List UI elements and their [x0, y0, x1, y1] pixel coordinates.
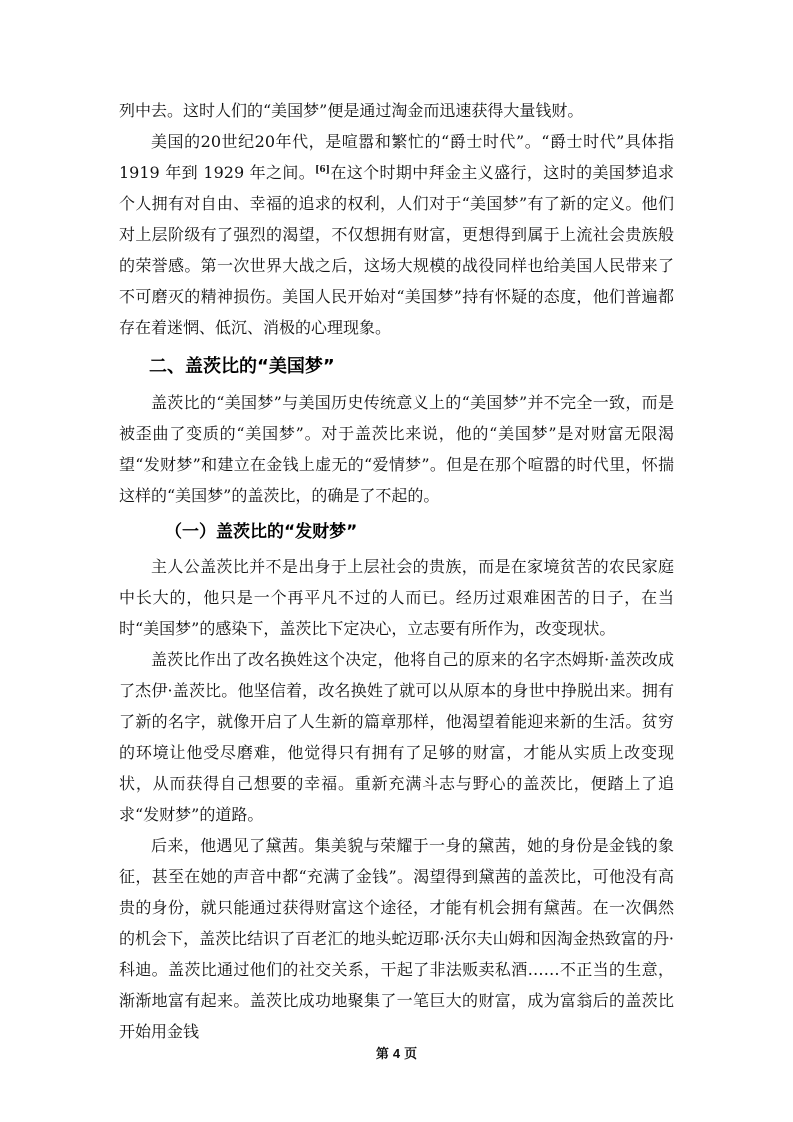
- footer-prefix: 第: [375, 1047, 389, 1062]
- section-heading: 二、盖茨比的“美国梦”: [149, 356, 335, 377]
- page-body: [119, 95, 674, 1047]
- paragraph-gatsby-dream: 盖茨比的“美国梦”与美国历史传统意义上的“美国梦”并不完全一致，而是被歪曲了变质的“美国梦”。对于盖茨比来说，他的“美国梦”是对财富无限渴望“发财梦”和建立在金钱上虚无的“爱情梦”。但是在那个喧嚣的时代里，怀揣这样的“美国梦”的盖茨比，的确是了不起的。: [119, 393, 674, 505]
- paragraph-origins: 主人公盖茨比并不是出身于上层社会的贵族，而是在家境贫苦的农民家庭中长大的，他只是一个再平凡不过的人而已。经历过艰难困苦的日子，在当时“美国梦”的感染下，盖茨比下定决心，立志要有所作为，改变现状。: [119, 557, 674, 638]
- paragraph-text: 在这个时期中拜金主义盛行，这时的美国梦追求个人拥有对自由、幸福的追求的权利，人们对于“美国梦”有了新的定义。他们对上层阶级有了强烈的渴望，不仅想拥有财富，更想得到属于上流社会贵族般的荣誉感。第一次世界大战之后，这场大规模的战役同样也给美国人民带来了不可磨灭的精神损伤。美国人民开始对“美国梦”持有怀疑的态度，他们普遍都存在着迷惘、低沉、消极的心理现象。: [119, 163, 674, 337]
- footer-suffix: 页: [404, 1047, 418, 1062]
- page-footer: [0, 1043, 793, 1062]
- paragraph-daisy: 后来，他遇见了黛茜。集美貌与荣耀于一身的黛茜，她的身份是金钱的象征，甚至在她的声音中都“充满了金钱”。渴望得到黛茜的盖茨比，可他没有高贵的身份，就只能通过获得财富这个途径，才能有机会拥有黛茜。在一次偶然的机会下，盖茨比结识了百老汇的地头蛇迈耶·沃尔夫山姆和因淘金热致富的丹·科迪。盖茨比通过他们的社交关系，干起了非法贩卖私酒……不正当的生意，渐渐地富有起来。盖茨比成功地聚集了一笔巨大的财富，成为富翁后的盖茨比开始用金钱: [119, 836, 674, 1041]
- paragraph-continuation: 列中去。这时人们的“美国梦”便是通过淘金而迅速获得大量钱财。: [119, 101, 584, 120]
- paragraph-name-change: 盖茨比作出了改名换姓这个决定，他将自己的原来的名字杰姆斯·盖茨改成了杰伊·盖茨比。他坚信着，改名换姓了就可以从原本的身世中挣脱出来。拥有了新的名字，就像开启了人生新的篇章那样，他渴望着能迎来新的生活。贫穷的环境让他受尽磨难，他觉得只有拥有了足够的财富，才能从实质上改变现状，从而获得自己想要的幸福。重新充满斗志与野心的盖茨比，便踏上了追求“发财梦”的道路。: [119, 650, 674, 824]
- citation-reference: [6]: [315, 165, 330, 175]
- page-number: 4: [392, 1046, 401, 1061]
- paragraph-jazz-age: [119, 126, 674, 343]
- subsection-heading: （一）盖茨比的“发财梦”: [165, 522, 358, 542]
- paragraph-text: 美国的20世纪20年代，是喧嚣和繁忙的“爵士时代”。“爵士时代”具体指1919 年到 1929 年之间。: [119, 132, 674, 182]
